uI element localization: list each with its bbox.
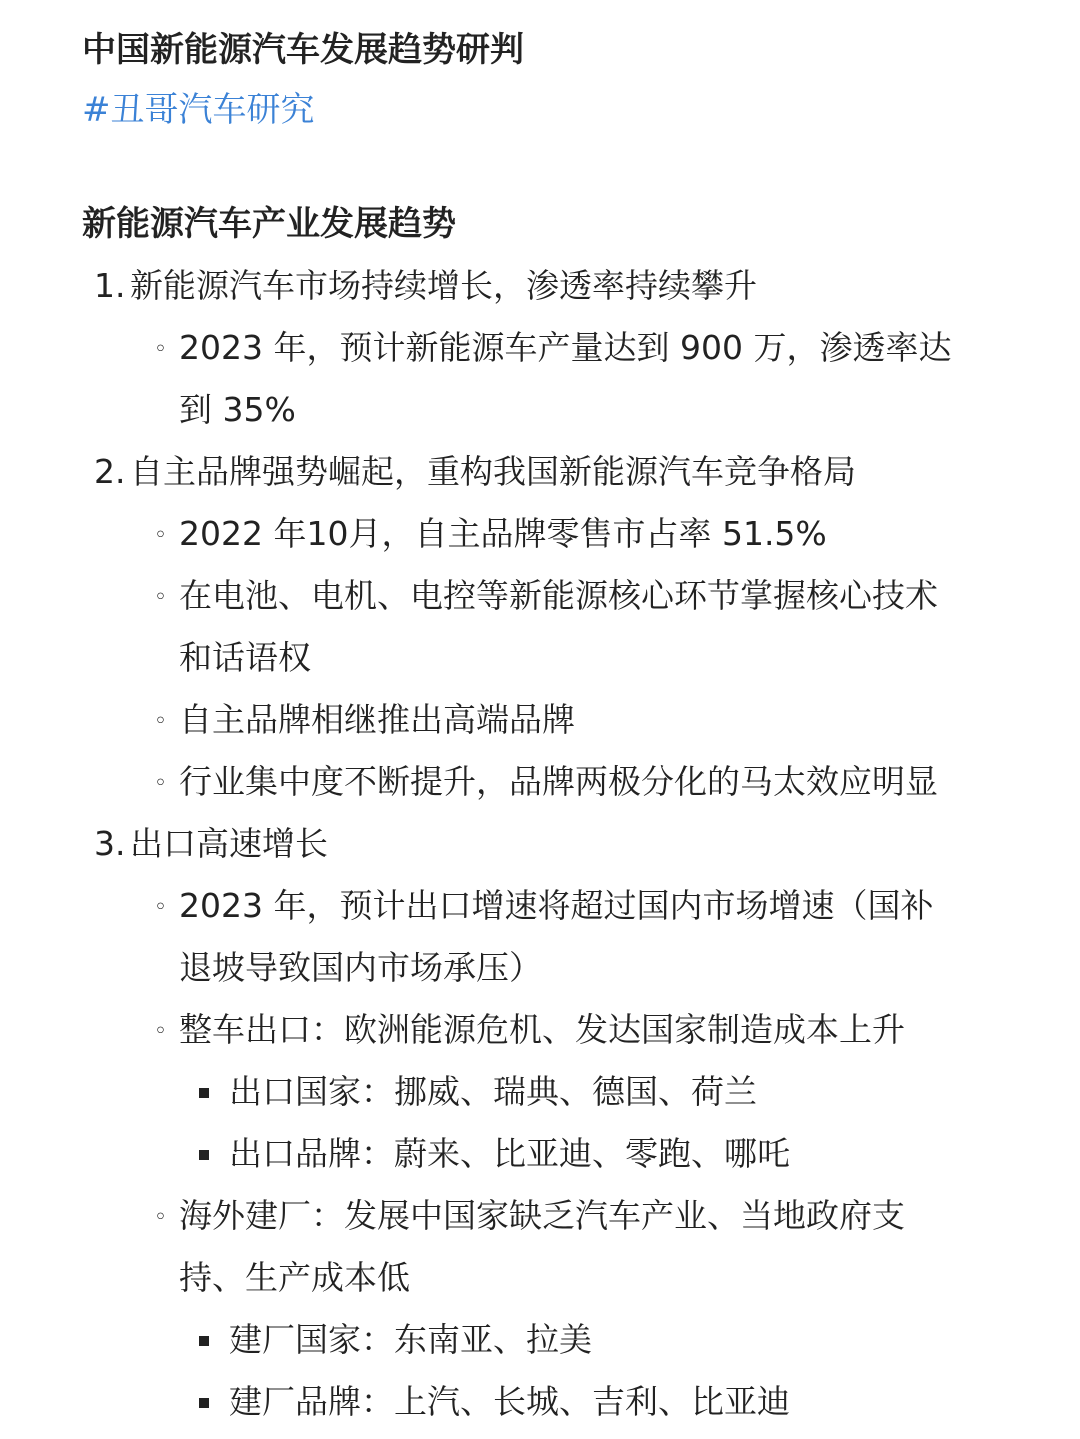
hollow-bullet-icon: ◦ <box>154 585 167 610</box>
hollow-bullet-icon: ◦ <box>154 337 167 362</box>
hashtag-link[interactable]: #丑哥汽车研究 <box>82 90 315 130</box>
trend-list <box>0 258 1080 1436</box>
sub-list-item <box>0 1188 1080 1250</box>
sub-list-item-text: 持、生产成本低 <box>179 1258 410 1297</box>
list-item <box>0 258 1080 320</box>
sub-list-item-text: 退坡导致国内市场承压） <box>179 948 542 987</box>
sub-sub-list-item-text: 出口国家：挪威、瑞典、德国、荷兰 <box>229 1072 757 1111</box>
sub-list-item-text: 海外建厂：发展中国家缺乏汽车产业、当地政府支 <box>179 1196 905 1235</box>
hollow-bullet-icon: ◦ <box>154 895 167 920</box>
square-bullet-icon <box>199 1088 209 1098</box>
hollow-bullet-icon: ◦ <box>154 771 167 796</box>
list-number: 2. <box>94 452 126 491</box>
sub-list-item <box>0 506 1080 568</box>
sub-list-item-continuation <box>0 940 1080 1002</box>
sub-sub-list-item <box>0 1126 1080 1188</box>
sub-sub-list-item-text: 出口品牌：蔚来、比亚迪、零跑、哪吒 <box>229 1134 790 1173</box>
sub-list-item <box>0 878 1080 940</box>
sub-sub-list-item <box>0 1312 1080 1374</box>
list-item-text: 自主品牌强势崛起，重构我国新能源汽车竞争格局 <box>130 452 856 491</box>
list-item <box>0 444 1080 506</box>
sub-list-item <box>0 568 1080 630</box>
hollow-bullet-icon: ◦ <box>154 709 167 734</box>
sub-sub-list-item-text: 建厂国家：东南亚、拉美 <box>229 1320 592 1359</box>
list-item-text: 新能源汽车市场持续增长，渗透率持续攀升 <box>130 266 757 305</box>
document-title: 中国新能源汽车发展趋势研判 <box>82 30 524 70</box>
sub-list-item <box>0 754 1080 816</box>
sub-list-item <box>0 1002 1080 1064</box>
hollow-bullet-icon: ◦ <box>154 1205 167 1230</box>
sub-sub-list-item-text: 建厂品牌：上汽、长城、吉利、比亚迪 <box>229 1382 790 1421</box>
sub-list-item-text: 2022 年10月，自主品牌零售市占率 51.5% <box>179 514 827 553</box>
square-bullet-icon <box>199 1150 209 1160</box>
list-number: 1. <box>94 266 126 305</box>
sub-list-item-continuation <box>0 630 1080 692</box>
list-number: 3. <box>94 824 126 863</box>
sub-list-item-text: 2023 年，预计新能源车产量达到 900 万，渗透率达 <box>179 328 952 367</box>
sub-list-item-text: 到 35% <box>179 390 296 429</box>
sub-list-item-continuation <box>0 1250 1080 1312</box>
sub-list-item-continuation <box>0 382 1080 444</box>
hollow-bullet-icon: ◦ <box>154 523 167 548</box>
section-title: 新能源汽车产业发展趋势 <box>82 204 456 244</box>
sub-list-item-text: 在电池、电机、电控等新能源核心环节掌握核心技术 <box>179 576 938 615</box>
sub-list-item-text: 2023 年，预计出口增速将超过国内市场增速（国补 <box>179 886 934 925</box>
sub-sub-list-item <box>0 1064 1080 1126</box>
sub-list-item-text: 整车出口：欧洲能源危机、发达国家制造成本上升 <box>179 1010 905 1049</box>
square-bullet-icon <box>199 1336 209 1346</box>
sub-list-item <box>0 692 1080 754</box>
hollow-bullet-icon: ◦ <box>154 1019 167 1044</box>
square-bullet-icon <box>199 1398 209 1408</box>
list-item-text: 出口高速增长 <box>130 824 328 863</box>
sub-list-item <box>0 320 1080 382</box>
sub-sub-list-item <box>0 1374 1080 1436</box>
list-item <box>0 816 1080 878</box>
sub-list-item-text: 行业集中度不断提升，品牌两极分化的马太效应明显 <box>179 762 938 801</box>
sub-list-item-text: 自主品牌相继推出高端品牌 <box>179 700 575 739</box>
sub-list-item-text: 和话语权 <box>179 638 311 677</box>
